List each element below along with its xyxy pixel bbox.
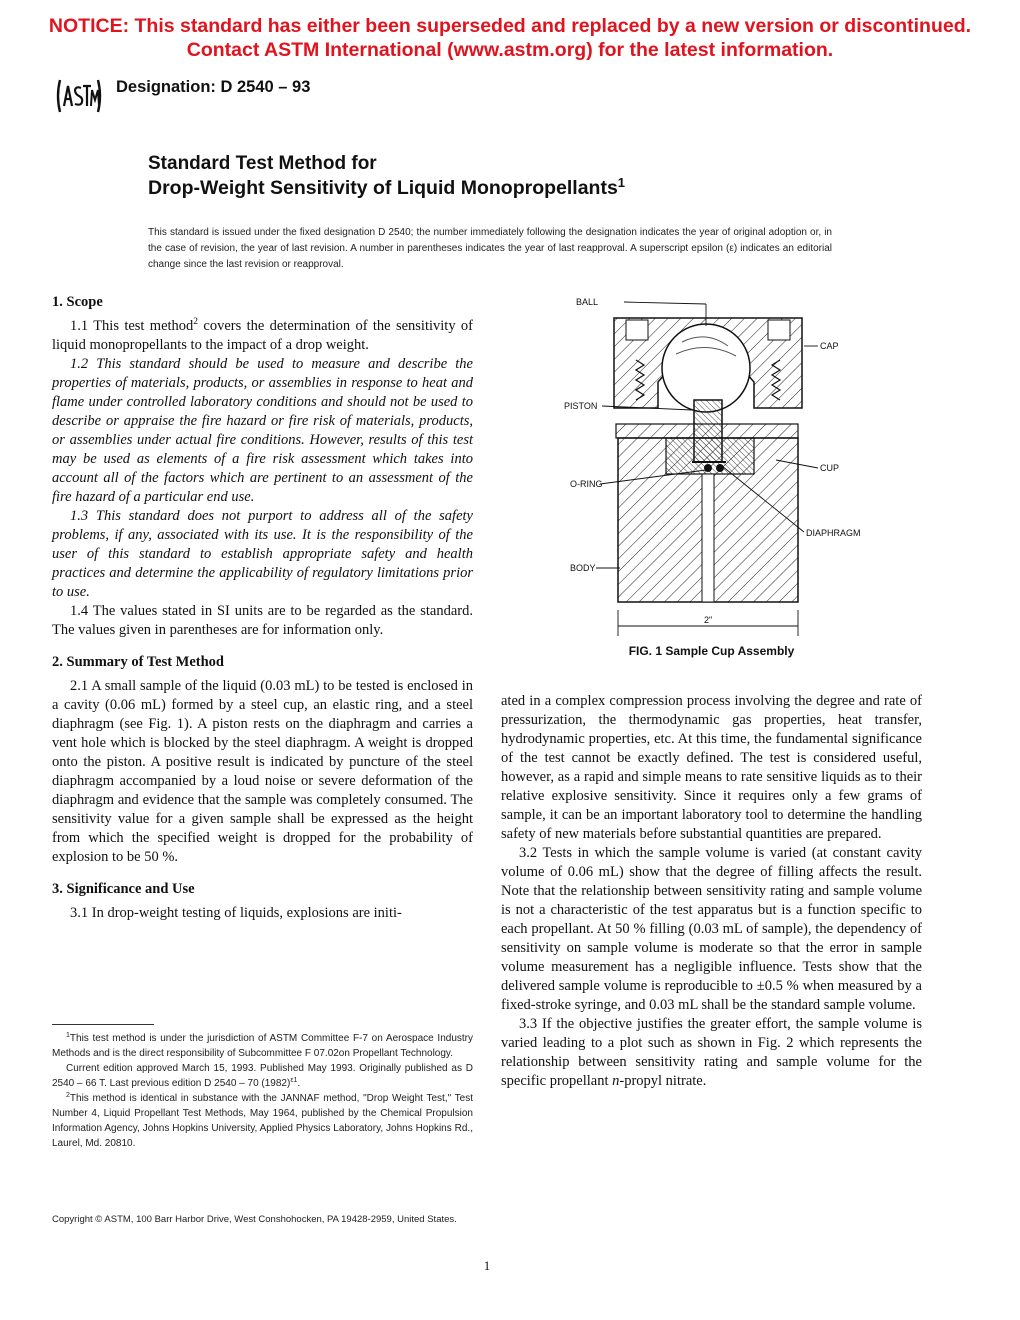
issue-note: This standard is issued under the fixed designation D 2540; the number immediately following the designation indicates the year of original adoption or, in the case of revision, the year of last revision. A number in parentheses indicates the year of last reapproval. A superscript epsilon (ε) indicates an editorial change since the last revision or reapproval. — [148, 227, 832, 270]
paragraph-1-4: 1.4 The values stated in SI units are to be regarded as the standard. The values given in parentheses are for information only. — [52, 603, 473, 638]
document-title — [148, 152, 908, 200]
title-footnote-mark: 1 — [617, 175, 626, 190]
page-number: 1 — [483, 1258, 491, 1273]
paragraph-3-1-continued: ated in a complex compression process involving the degree and rate of pressurization, the thermodynamic gas properties, heat transfer, hydrodynamic properties, etc. At this time, the fundamental significance of the test cannot be exactly defined. The test is considered useful, however, as a rapid and simple means to rate sensitive liquids as to their relative explosive sensitivity. Since it requires only a few grams of sample, it can be an important laboratory tool to determine the handling safety of new materials before substantial quantities are prepared. — [501, 693, 922, 842]
paragraph-3-1-start: 3.1 In drop-weight testing of liquids, explosions are initi- — [70, 905, 402, 921]
label-o-ring: O-RING — [570, 479, 603, 489]
left-column — [52, 292, 473, 923]
designation: Designation: D 2540 – 93 — [116, 78, 311, 96]
footnote-2: $^2$This method is identical in substance with the JANNAF method, "Drop Weight Test," Test Number 4, Liquid Propellant Test Methods, May 1964, published by the Chemical Propulsion Information Agency, Johns Hopkins University, Applied Physics Laboratory, Johns Hopkins Rd., Laurel, Md. 20810. — [52, 1092, 473, 1149]
section-heading-summary: 2. Summary of Test Method — [52, 654, 224, 670]
paragraph-1-3: 1.3 This standard does not purport to address all of the safety problems, if any, associated with its use. It is the responsibility of the user of this standard to establish appropriate safety and health practices and determine the applicability of regulatory limitations prior to use. — [52, 508, 473, 600]
label-cap: CAP — [820, 341, 839, 351]
footnote-rule — [52, 1024, 154, 1025]
paragraph-3-2: 3.2 Tests in which the sample volume is varied (at constant cavity volume of 0.06 mL) show that the degree of filling affects the result. Note that the relationship between sensitivity rating and sample volume is not a characteristic of the test apparatus but is a function specific to each propellant. At 50 % filling (0.03 mL of sample), the dependency of sensitivity on sample volume is moderate so that the error in sample volume measurement has a negligible influence. Tests show that the delivered sample volume is reproducible to ±0.5 % when measured by a fixed-stroke syringe, and 0.03 mL shall be the standard sample volume. — [501, 845, 922, 1013]
notice-line-1: NOTICE: This standard has either been superseded and replaced by a new version or discontinued. — [48, 15, 972, 37]
label-piston: PISTON — [564, 401, 598, 411]
label-body: BODY — [570, 563, 596, 573]
paragraph-1-2: 1.2 This standard should be used to measure and describe the properties of materials, products, or assemblies in response to heat and flame under controlled laboratory conditions and should not be used to describe or appraise the fire hazard or fire risk of materials, products, or assemblies under actual fire conditions. However, results of this test may be used as elements of a fire risk assessment which takes into account all of the factors which are pertinent to an assessment of the fire hazard of a particular end use. — [52, 356, 473, 505]
right-column — [501, 692, 922, 1091]
title-line-1: Standard Test Method for — [148, 153, 377, 174]
title-line-2: Drop-Weight Sensitivity of Liquid Monopropellants$^1$ — [148, 175, 626, 199]
paragraph-1-1: 1.1 This test method$^2$ covers the determination of the sensitivity of liquid monopropellants to the impact of a drop weight. — [52, 317, 473, 353]
label-dimension: 2" — [704, 615, 713, 625]
copyright-line: Copyright © ASTM, 100 Barr Harbor Drive, West Conshohocken, PA 19428-2959, United States. — [52, 1214, 457, 1225]
sample-cup-assembly-figure — [556, 290, 876, 640]
section-heading-significance: 3. Significance and Use — [52, 881, 195, 897]
footnote-1-edition: Current edition approved March 15, 1993. Published May 1993. Originally published as D 2540 – 66 T. Last previous edition D 2540 – 70 $(1982)^{\varepsilon 1}$. — [52, 1063, 473, 1089]
paragraph-3-3: 3.3 If the objective justifies the greater effort, the sample volume is varied leading to a plot such as shown in Fig. 2 which represents the relationship between sensitivity rating and sample volume for the specific propellant n-propyl nitrate. — [501, 1016, 922, 1089]
paragraph-2-1: 2.1 A small sample of the liquid (0.03 mL) to be tested is enclosed in a cavity (0.06 mL) formed by a steel cup, an elastic ring, and a steel diaphragm (see Fig. 1). A piston rests on the diaphragm and carries a vent hole which is blocked by the steel diaphragm. A weight is dropped onto the piston. A positive result is indicated by puncture of the steel diaphragm accompanied by a loud noise or severe deformation of the diaphragm and evidence that the sample was completely consumed. The sensitivity value for a given sample shall be expressed as the height from which the specified weight is dropped for the probability of explosion to be 50 %. — [52, 678, 473, 865]
astm-logo — [52, 76, 106, 116]
footnote-1: $^1$This test method is under the jurisdiction of ASTM Committee F-7 on Aerospace Industry Methods and is the direct responsibility of Subcommittee F 07.02on Propellant Technology. — [52, 1032, 473, 1059]
label-cup: CUP — [820, 463, 840, 473]
figure-caption: FIG. 1 Sample Cup Assembly — [628, 644, 795, 658]
o-ring-part — [704, 464, 712, 472]
supersession-notice — [0, 14, 1020, 62]
footnotes — [52, 1024, 473, 1151]
section-heading-scope: 1. Scope — [52, 294, 103, 310]
notice-line-2: Contact ASTM International (www.astm.org) for the latest information. — [186, 39, 834, 61]
label-ball: BALL — [576, 297, 599, 307]
label-diaphragm: DIAPHRAGM — [806, 528, 861, 538]
